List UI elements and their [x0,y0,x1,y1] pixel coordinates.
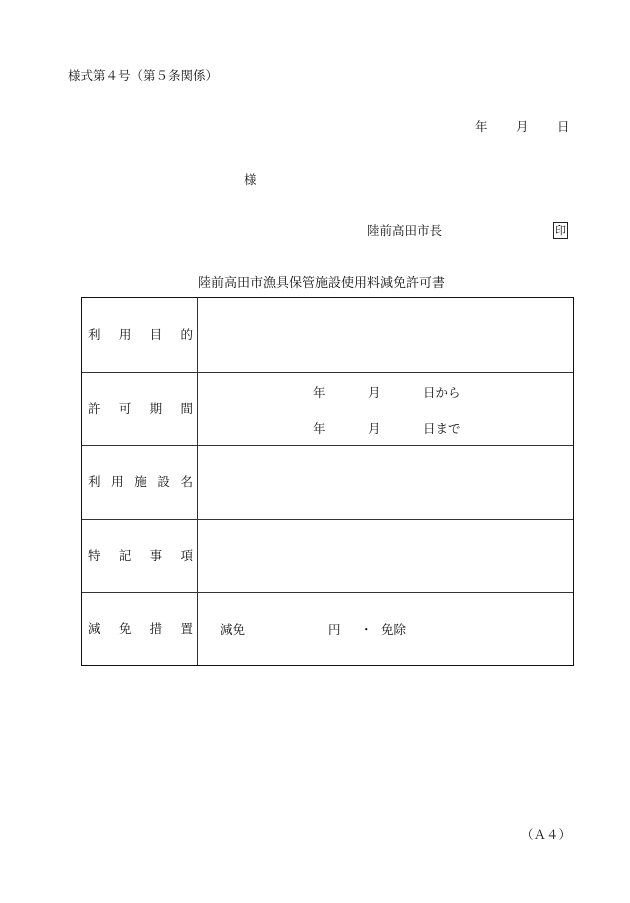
reduction-value-cell[interactable] [198,593,573,665]
period-label-cell [82,373,198,446]
period-to-year: 年 [313,420,326,436]
row-period [82,372,573,446]
row-purpose [82,298,573,372]
period-label: 許可期間 [88,400,193,416]
purpose-label-cell [82,298,198,372]
document-title: 陸前高田市漁具保管施設使用料減免許可書 [198,276,446,291]
date-year-label: 年 [475,119,488,134]
addressee-honorific: 様 [244,172,257,187]
facility-value-cell[interactable] [198,446,573,519]
permit-table [81,297,574,666]
period-from-year: 年 [313,384,326,400]
purpose-value-cell[interactable] [198,298,573,372]
row-notes [82,519,573,593]
reduction-label-cell [82,593,198,665]
reduction-measure-label: 減免措置 [88,620,193,636]
seal-icon: 印 [555,224,566,237]
date-day-label: 日 [557,119,570,134]
reduction-option: 減免 [220,622,246,638]
period-to-day: 日まで [423,420,461,436]
period-from-day: 日から [423,384,461,400]
exemption-option: 免除 [381,622,407,638]
notes-value-cell[interactable] [198,520,573,593]
form-number: 様式第４号（第５条関係） [68,68,219,83]
paper-size-note: （Ａ４） [521,827,572,842]
row-facility [82,445,573,519]
issuer-title: 陸前高田市長 [367,223,443,238]
yen-unit: 円 [328,622,341,638]
notes-label: 特記事項 [88,547,193,563]
facility-label-cell [82,446,198,519]
period-to-month: 月 [368,420,381,436]
purpose-label: 利用目的 [88,326,193,342]
separator-dot: ・ [360,622,373,638]
date-month-label: 月 [516,119,529,134]
facility-label: 利用施設名 [88,474,193,490]
notes-label-cell [82,520,198,593]
period-from-month: 月 [368,384,381,400]
period-value-cell[interactable] [198,373,573,446]
row-reduction [82,592,573,665]
